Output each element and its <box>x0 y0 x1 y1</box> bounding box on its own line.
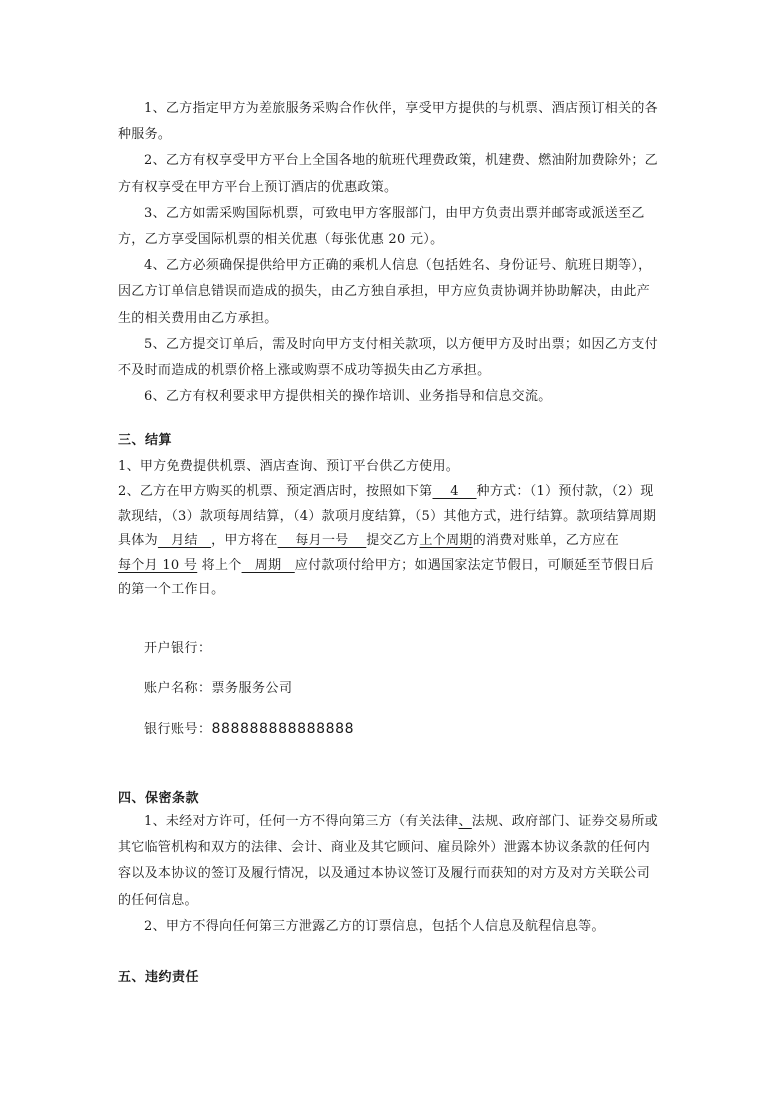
settlement-text: 种方式：（1）预付款，（2）现款现结，（3）款项每周结算，（4）款项月度结算，（5）其他方式，进行结算。款项结算周期具体为 <box>118 484 657 549</box>
rights-item-3: 3、乙方如需采购国际机票，可致电甲方客服部门，由甲方负责出票并邮寄或派送至乙方，乙方享受国际机票的相关优惠（每张优惠 20 元）。 <box>118 205 645 248</box>
rights-item-5: 5、乙方提交订单后，需及时向甲方支付相关款项，以方便甲方及时出票；如因乙方支付不及时而造成的机票价格上涨或购票不成功等损失由乙方承担。 <box>118 336 658 379</box>
account-number-label: 银行账号： <box>144 722 212 737</box>
breach-liability-heading: 五、违约责任 <box>118 970 200 985</box>
bank-label-row <box>144 640 212 658</box>
account-number-row <box>144 720 354 739</box>
settlement-method-field: 4 <box>432 484 477 500</box>
account-name-row <box>144 680 293 698</box>
rights-item-6: 6、乙方有权利要求甲方提供相关的操作培训、业务指导和信息交流。 <box>144 389 552 405</box>
settlement-section <box>118 428 658 603</box>
payment-period-field: 周期 <box>241 557 295 573</box>
payment-date-field: 每个月 10 号 <box>118 557 198 573</box>
statement-period-field: 上个周期 <box>419 533 473 549</box>
settlement-text: 将上个 <box>197 557 242 573</box>
account-name-value: 票务服务公司 <box>211 681 293 696</box>
settlement-text: 的消费对账单，乙方应在 <box>472 533 620 549</box>
party-b-rights-list <box>118 96 658 410</box>
confidentiality-section <box>118 809 658 940</box>
settlement-item-2 <box>118 480 658 603</box>
statement-date-field: 每月一号 <box>277 533 367 549</box>
settlement-heading: 三、结算 <box>118 433 173 448</box>
rights-item-1: 1、乙方指定甲方为差旅服务采购合作伙伴，享受甲方提供的与机票、酒店预订相关的各种服务。 <box>118 101 658 143</box>
account-number-value: 888888888888888 <box>211 721 355 737</box>
settlement-text: ，甲方将在 <box>211 533 278 549</box>
settlement-item-1: 1、甲方免费提供机票、酒店查询、预订平台供乙方使用。 <box>118 459 460 475</box>
account-name-label: 账户名称： <box>144 681 212 696</box>
confidentiality-item-1 <box>118 809 658 914</box>
confidentiality-text: 法规、政府部门、证券交易所或其它临管机构和双方的法律、会计、商业及其它顾问、雇员除外）泄露本协议条款的任何内容以及本协议的签订及履行情况，以及通过本协议签订及履行而获知的对方及对方关联公司的任何信息。 <box>118 814 658 908</box>
confidentiality-item-2: 2、甲方不得向任何第三方泄露乙方的订票信息，包括个人信息及航程信息等。 <box>144 918 605 934</box>
settlement-text: 2、乙方在甲方购买的机票、预定酒店时，按照如下第 <box>118 484 433 500</box>
settlement-cycle-field: 月结 <box>157 533 212 549</box>
bank-label: 开户银行： <box>144 641 212 656</box>
confidentiality-text: 1、未经对方许可，任何一方不得向第三方（有关法律 <box>144 814 459 829</box>
settlement-text: 应付款项付给甲方；如遇国家法定节假日，可顺延至节假日后的第一个工作日。 <box>118 557 654 598</box>
settlement-text: 提交乙方 <box>366 533 420 549</box>
rights-item-2: 2、乙方有权享受甲方平台上全国各地的航班代理费政策，机建费、燃油附加费除外；乙方有权享受在甲方平台上预订酒店的优惠政策。 <box>118 153 658 195</box>
confidentiality-mark: 、 <box>458 814 472 829</box>
rights-item-4: 4、乙方必须确保提供给甲方正确的乘机人信息（包括姓名、身份证号、航班日期等），因乙方订单信息错误而造成的损失，由乙方独自承担，甲方应负责协调并协助解决，由此产生的相关费用由乙方承担。 <box>118 258 652 326</box>
confidentiality-heading: 四、保密条款 <box>118 791 200 806</box>
